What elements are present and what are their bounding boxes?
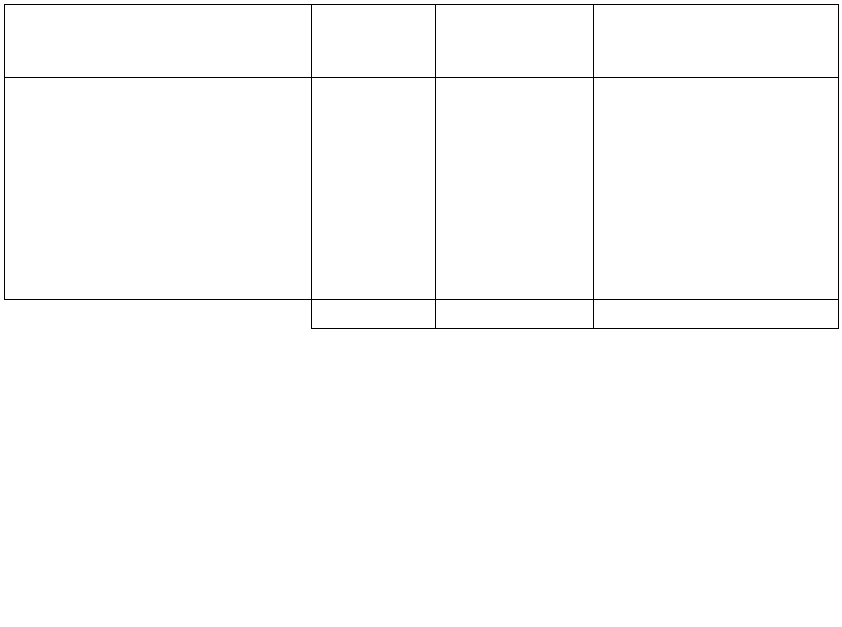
total-peso <box>594 299 839 328</box>
suma-cell <box>436 216 594 244</box>
cantidad-cell <box>312 216 436 244</box>
peso-cell <box>594 78 839 106</box>
divisa-cell <box>5 78 312 106</box>
header-cantidad <box>312 5 436 78</box>
totals-row <box>5 299 839 328</box>
cantidad-cell <box>312 78 436 106</box>
table-row <box>5 106 839 134</box>
header-row <box>5 5 839 78</box>
totals-label-cell <box>5 299 312 328</box>
currency-table <box>4 4 839 329</box>
table-row <box>5 244 839 272</box>
cantidad-cell <box>312 133 436 161</box>
peso-cell <box>594 106 839 134</box>
peso-cell <box>594 161 839 189</box>
divisa-cell <box>5 188 312 216</box>
cantidad-cell <box>312 244 436 272</box>
peso-cell <box>594 133 839 161</box>
header-suma <box>436 5 594 78</box>
table-row <box>5 188 839 216</box>
suma-cell <box>436 78 594 106</box>
table-row <box>5 133 839 161</box>
total-nominal <box>436 299 594 328</box>
table-row <box>5 271 839 299</box>
peso-cell <box>594 244 839 272</box>
peso-cell <box>594 188 839 216</box>
suma-cell <box>436 106 594 134</box>
total-qty <box>312 299 436 328</box>
table-row <box>5 78 839 106</box>
peso-cell <box>594 271 839 299</box>
table-body <box>5 78 839 300</box>
divisa-cell <box>5 133 312 161</box>
divisa-cell <box>5 244 312 272</box>
cantidad-cell <box>312 188 436 216</box>
suma-cell <box>436 161 594 189</box>
table-row <box>5 216 839 244</box>
divisa-cell <box>5 161 312 189</box>
peso-cell <box>594 216 839 244</box>
suma-cell <box>436 133 594 161</box>
header-divisa <box>5 5 312 78</box>
suma-cell <box>436 271 594 299</box>
cantidad-cell <box>312 271 436 299</box>
header-peso <box>594 5 839 78</box>
suma-cell <box>436 188 594 216</box>
divisa-cell <box>5 216 312 244</box>
table-row <box>5 161 839 189</box>
cantidad-cell <box>312 106 436 134</box>
divisa-cell <box>5 106 312 134</box>
suma-cell <box>436 244 594 272</box>
cantidad-cell <box>312 161 436 189</box>
divisa-cell <box>5 271 312 299</box>
